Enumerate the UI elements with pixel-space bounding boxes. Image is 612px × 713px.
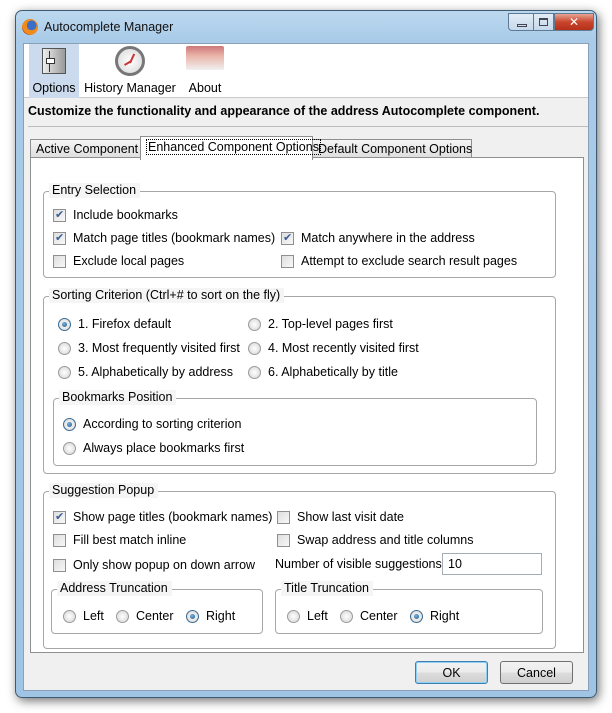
sort-option-2[interactable] <box>248 317 393 331</box>
title-truncation-group <box>275 581 543 634</box>
address-truncation-legend: Address Truncation <box>57 581 172 596</box>
exclude-local-checkbox[interactable] <box>53 254 184 268</box>
tab-default-component-options[interactable]: Default Component Options <box>312 139 472 159</box>
checkbox-label: Match page titles (bookmark names) <box>73 231 276 245</box>
toolbar-about-button[interactable] <box>180 44 230 98</box>
sorting-criterion-group <box>43 288 556 474</box>
cancel-button[interactable]: Cancel <box>500 661 573 684</box>
radio-dot <box>63 610 76 623</box>
title-trunc-center-radio[interactable] <box>340 609 398 623</box>
radio-dot <box>410 610 423 623</box>
window-title: Autocomplete Manager <box>44 20 174 34</box>
radio-label: According to sorting criterion <box>83 417 242 431</box>
hands-icon <box>186 46 224 70</box>
radio-label: 3. Most frequently visited first <box>78 341 240 355</box>
minimize-button[interactable] <box>508 13 534 31</box>
radio-label: Right <box>430 609 460 623</box>
radio-label: 5. Alphabetically by address <box>78 365 233 379</box>
exclude-search-checkbox[interactable] <box>281 254 517 268</box>
checkbox-box <box>277 511 290 524</box>
radio-label: Left <box>83 609 104 623</box>
radio-dot <box>248 342 261 355</box>
show-titles-checkbox[interactable] <box>53 510 272 524</box>
options-slider-icon <box>42 48 66 74</box>
checkbox-box <box>53 511 66 524</box>
radio-dot <box>340 610 353 623</box>
toolbar-options-button[interactable] <box>29 44 79 98</box>
bookmarks-according-radio[interactable] <box>63 417 241 431</box>
toolbar-options-label: Options <box>32 81 76 95</box>
suggestion-popup-group <box>43 483 556 649</box>
radio-dot <box>116 610 129 623</box>
dialog-window <box>15 10 597 698</box>
num-visible-label: Number of visible suggestions <box>275 557 442 571</box>
radio-dot <box>58 318 71 331</box>
checkbox-label: Exclude local pages <box>73 254 185 268</box>
checkbox-box <box>53 232 66 245</box>
radio-label: Always place bookmarks first <box>83 441 245 455</box>
maximize-button[interactable] <box>533 13 554 31</box>
checkbox-label: Only show popup on down arrow <box>73 558 256 572</box>
radio-dot <box>287 610 300 623</box>
tab-panel <box>30 157 584 653</box>
sorting-legend: Sorting Criterion (Ctrl+# to sort on the fly) <box>49 288 284 303</box>
radio-dot <box>186 610 199 623</box>
tab-enhanced-component-options[interactable] <box>140 136 319 160</box>
toolbar-history-manager-label: History Manager <box>84 81 176 95</box>
bookmarks-first-radio[interactable] <box>63 441 244 455</box>
radio-dot <box>248 318 261 331</box>
title-trunc-right-radio[interactable] <box>410 609 459 623</box>
bookmarks-position-group <box>53 390 537 466</box>
title-truncation-legend: Title Truncation <box>281 581 373 596</box>
radio-dot <box>248 366 261 379</box>
sort-option-6[interactable] <box>248 365 398 379</box>
num-visible-input[interactable]: 10 <box>442 553 542 575</box>
clock-icon <box>115 46 145 76</box>
radio-label: 4. Most recently visited first <box>268 341 419 355</box>
only-down-arrow-checkbox[interactable] <box>53 558 255 572</box>
close-icon: ✕ <box>568 15 580 29</box>
close-button[interactable] <box>554 13 594 31</box>
match-titles-checkbox[interactable] <box>53 231 275 245</box>
checkbox-label: Fill best match inline <box>73 533 187 547</box>
radio-label: 6. Alphabetically by title <box>268 365 398 379</box>
ok-button[interactable]: OK <box>415 661 488 684</box>
radio-dot <box>58 342 71 355</box>
checkbox-box <box>277 534 290 547</box>
sort-option-4[interactable] <box>248 341 419 355</box>
address-trunc-right-radio[interactable] <box>186 609 235 623</box>
checkbox-box <box>281 232 294 245</box>
checkbox-label: Attempt to exclude search result pages <box>301 254 518 268</box>
checkbox-label: Include bookmarks <box>73 208 178 222</box>
address-truncation-group <box>51 581 263 634</box>
match-anywhere-checkbox[interactable] <box>281 231 475 245</box>
sort-option-5[interactable] <box>58 365 233 379</box>
toolbar <box>24 44 588 98</box>
radio-label: 1. Firefox default <box>78 317 172 331</box>
separator <box>28 126 588 127</box>
checkbox-box <box>281 255 294 268</box>
sort-option-1[interactable] <box>58 317 171 331</box>
swap-columns-checkbox[interactable] <box>277 533 473 547</box>
checkbox-box <box>53 255 66 268</box>
fill-inline-checkbox[interactable] <box>53 533 186 547</box>
address-trunc-center-radio[interactable] <box>116 609 174 623</box>
checkbox-box <box>53 559 66 572</box>
radio-label: Center <box>360 609 398 623</box>
radio-label: 2. Top-level pages first <box>268 317 393 331</box>
radio-label: Left <box>307 609 328 623</box>
toolbar-history-manager-button[interactable] <box>84 44 176 98</box>
checkbox-box <box>53 534 66 547</box>
include-bookmarks-checkbox[interactable] <box>53 208 178 222</box>
sort-option-3[interactable] <box>58 341 240 355</box>
description-text: Customize the functionality and appearance of the address Autocomplete component. <box>28 104 540 118</box>
radio-dot <box>63 442 76 455</box>
firefox-icon <box>22 19 38 35</box>
suggestion-popup-legend: Suggestion Popup <box>49 483 158 498</box>
entry-selection-group <box>43 183 556 278</box>
title-bar[interactable] <box>16 11 596 43</box>
checkbox-label: Match anywhere in the address <box>301 231 475 245</box>
radio-dot <box>58 366 71 379</box>
show-last-visit-checkbox[interactable] <box>277 510 404 524</box>
tab-active-component[interactable]: Active Component <box>30 139 141 159</box>
minimize-icon <box>517 24 527 27</box>
tab-enhanced-label: Enhanced Component Options <box>148 140 319 154</box>
dialog-client <box>23 43 589 691</box>
checkbox-label: Show page titles (bookmark names) <box>73 510 273 524</box>
radio-label: Center <box>136 609 174 623</box>
toolbar-about-label: About <box>188 81 222 95</box>
checkbox-box <box>53 209 66 222</box>
bookmarks-position-legend: Bookmarks Position <box>59 390 176 405</box>
radio-dot <box>63 418 76 431</box>
title-trunc-left-radio[interactable] <box>287 609 328 623</box>
checkbox-label: Swap address and title columns <box>297 533 474 547</box>
checkbox-label: Show last visit date <box>297 510 404 524</box>
radio-label: Right <box>206 609 236 623</box>
entry-selection-legend: Entry Selection <box>49 183 140 198</box>
maximize-icon <box>539 18 548 26</box>
address-trunc-left-radio[interactable] <box>63 609 104 623</box>
